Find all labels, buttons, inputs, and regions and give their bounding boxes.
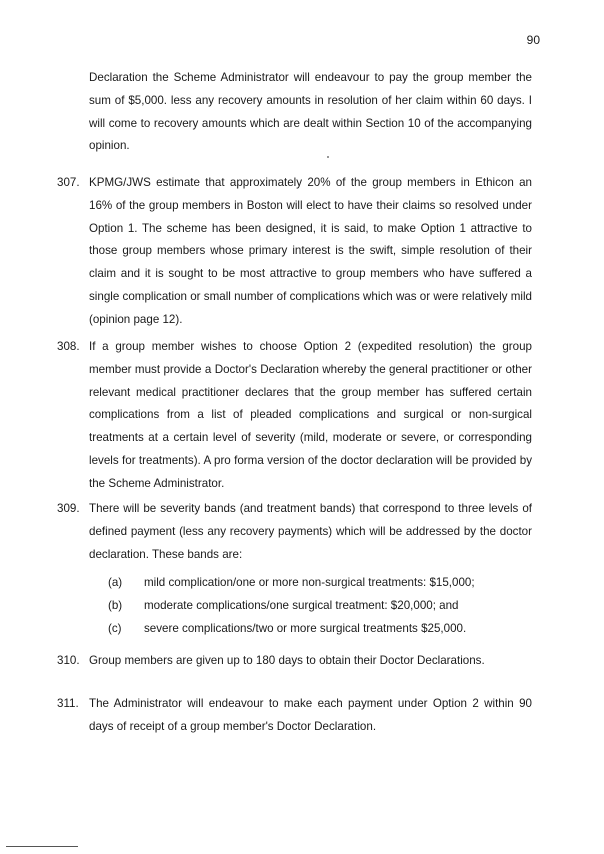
continuation-paragraph: Declaration the Scheme Administrator will endeavour to pay the group member the sum of $5,000. less any recovery amounts in resolution of her claim within 60 days. I will come to recovery amounts which are dealt within Section 10 of the accompanying opinion. <box>89 71 532 153</box>
severity-bands-list <box>108 572 532 640</box>
paragraph-307 <box>57 172 532 332</box>
list-item <box>108 595 532 618</box>
list-label: (c) <box>108 621 122 635</box>
paragraph-310 <box>57 650 532 673</box>
list-label: (a) <box>108 576 123 589</box>
paragraph-311 <box>57 693 532 739</box>
paragraph-number: 307. <box>57 176 80 189</box>
paragraph-number: 308. <box>57 340 80 353</box>
footnote-divider <box>6 846 78 847</box>
paragraph-text: KPMG/JWS estimate that approximately 20% of the group members in Ethicon an 16% of the group members in Boston will elect to have their claims so resolved under Option 1. The scheme has been designed, it is said, to make Option 1 attractive to those group members whose primary interest is the swift, simple resolution of their claim and it is sought to be most attractive to group members who have suffered a single complication or small number of complications which was or were relatively mild (opinion page 12). <box>89 176 532 326</box>
list-item <box>108 572 532 595</box>
paragraph-308 <box>57 336 532 496</box>
list-text: severe complications/two or more surgical treatments $25,000. <box>144 621 467 635</box>
paragraph-309 <box>57 498 532 566</box>
paragraph-number: 311. <box>57 697 79 710</box>
list-label: (b) <box>108 598 123 612</box>
list-item <box>108 618 532 641</box>
paragraph-text: The Administrator will endeavour to make each payment under Option 2 within 90 days of receipt of a group member's Doctor Declaration. <box>89 697 532 733</box>
paragraph-number: 309. <box>57 502 80 515</box>
stray-mark <box>327 156 329 158</box>
list-text: mild complication/one or more non-surgical treatments: $15,000; <box>144 576 475 589</box>
list-text: moderate complications/one surgical treatment: $20,000; and <box>144 598 459 612</box>
paragraph-number: 310. <box>57 654 80 667</box>
page-number: 90 <box>526 33 540 47</box>
paragraph-text: Group members are given up to 180 days to obtain their Doctor Declarations. <box>89 654 485 667</box>
paragraph-text: If a group member wishes to choose Option 2 (expedited resolution) the group member must provide a Doctor's Declaration whereby the general practitioner or other relevant medical practitioner declares that the group member has suffered certain complications from a list of pleaded complications and surgical or non-surgical treatments at a certain level of severity (mild, moderate or severe, or corresponding levels for treatments). A pro forma version of the doctor declaration will be provided by the Scheme Administrator. <box>89 340 532 490</box>
paragraph-text: There will be severity bands (and treatment bands) that correspond to three levels of defined payment (less any recovery payments) which will be addressed by the doctor declaration. These bands are: <box>89 502 532 561</box>
